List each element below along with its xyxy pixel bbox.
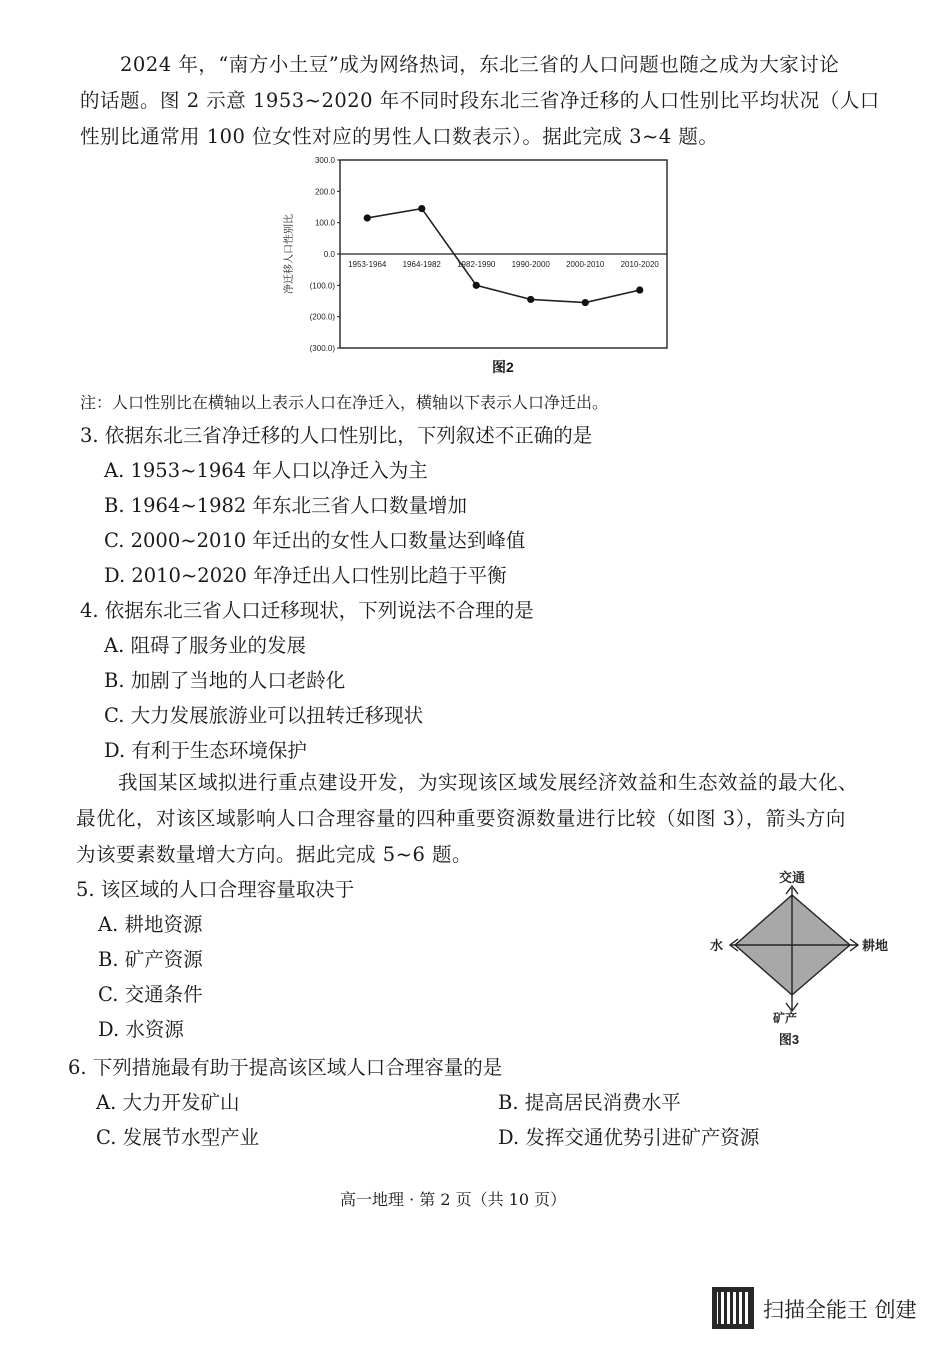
y-axis-label: 净迁移人口性别比 xyxy=(284,214,295,294)
y-tick-label: 100.0 xyxy=(314,218,335,228)
data-point xyxy=(364,214,371,221)
intro-line: 为该要素数量增大方向。据此完成 5~6 题。 xyxy=(76,843,473,866)
figure-3-diagram xyxy=(700,870,890,1060)
label-farmland: 耕地 xyxy=(862,939,889,954)
y-tick-label: (100.0) xyxy=(309,281,335,291)
option-c[interactable]: C. 2000~2010 年迁出的女性人口数量达到峰值 xyxy=(104,529,526,552)
option-d[interactable]: D. 2010~2020 年净迁出人口性别比趋于平衡 xyxy=(104,564,507,587)
label-mineral: 矿产 xyxy=(772,1011,798,1025)
data-point xyxy=(473,282,480,289)
data-point xyxy=(582,299,589,306)
qr-code-icon xyxy=(712,1287,754,1329)
x-category-label: 2000-2010 xyxy=(566,260,605,269)
data-point xyxy=(527,296,534,303)
intro-paragraph-1 xyxy=(80,47,880,155)
x-category-label: 1964-1982 xyxy=(402,260,441,269)
y-tick-label: (300.0) xyxy=(309,344,335,353)
scanner-watermark: 扫描全能王 创建 xyxy=(763,1298,917,1322)
question-stem: 6. 下列措施最有助于提高该区域人口合理容量的是 xyxy=(68,1056,503,1079)
label-transport: 交通 xyxy=(778,871,806,886)
x-category-label: 1982-1990 xyxy=(457,260,496,269)
option-b[interactable]: B. 矿产资源 xyxy=(98,948,203,971)
question-stem: 5. 该区域的人口合理容量取决于 xyxy=(76,878,355,901)
intro-line: 的话题。图 2 示意 1953~2020 年不同时段东北三省净迁移的人口性别比平均状况（人口 xyxy=(80,89,880,112)
question-4 xyxy=(80,593,880,768)
intro-line: 我国某区域拟进行重点建设开发，为实现该区域发展经济效益和生态效益的最大化、 xyxy=(118,771,859,794)
figure-3-caption: 图3 xyxy=(778,1032,800,1047)
data-point xyxy=(636,286,643,293)
y-tick-label: 0.0 xyxy=(323,250,335,259)
intro-line: 2024 年，“南方小土豆”成为网络热词，东北三省的人口问题也随之成为大家讨论 xyxy=(120,53,840,76)
option-d[interactable]: D. 有利于生态环境保护 xyxy=(104,739,307,762)
option-a[interactable]: A. 1953~1964 年人口以净迁入为主 xyxy=(104,459,428,482)
option-c[interactable]: C. 交通条件 xyxy=(98,983,203,1006)
option-c[interactable]: C. 发展节水型产业 xyxy=(96,1126,260,1149)
x-category-label: 1990-2000 xyxy=(511,260,550,269)
option-b[interactable]: B. 提高居民消费水平 xyxy=(498,1091,681,1114)
y-tick-label: 300.0 xyxy=(314,156,335,165)
figure-2-caption: 图2 xyxy=(492,359,514,375)
question-6 xyxy=(68,1050,888,1155)
figure-2-chart xyxy=(270,150,690,380)
intro-line: 最优化，对该区域影响人口合理容量的四种重要资源数量进行比较（如图 3），箭头方向 xyxy=(76,807,846,830)
option-a[interactable]: A. 阻碍了服务业的发展 xyxy=(104,634,306,657)
chart-note: 注：人口性别比在横轴以上表示人口在净迁入，横轴以下表示人口净迁出。 xyxy=(80,393,609,412)
y-tick-label: (200.0) xyxy=(309,312,335,322)
option-a[interactable]: A. 大力开发矿山 xyxy=(96,1091,240,1114)
x-category-label: 1953-1964 xyxy=(348,260,387,269)
option-d[interactable]: D. 发挥交通优势引进矿产资源 xyxy=(498,1126,760,1149)
question-stem: 4. 依据东北三省人口迁移现状，下列说法不合理的是 xyxy=(80,599,534,622)
question-3 xyxy=(80,418,880,593)
option-b[interactable]: B. 加剧了当地的人口老龄化 xyxy=(104,669,346,692)
option-a[interactable]: A. 耕地资源 xyxy=(98,913,203,936)
option-b[interactable]: B. 1964~1982 年东北三省人口数量增加 xyxy=(104,494,468,517)
label-water: 水 xyxy=(710,939,724,954)
option-d[interactable]: D. 水资源 xyxy=(98,1018,184,1041)
option-c[interactable]: C. 大力发展旅游业可以扭转迁移现状 xyxy=(104,704,424,727)
intro-paragraph-2 xyxy=(76,765,886,873)
y-tick-label: 200.0 xyxy=(314,187,335,197)
data-point xyxy=(418,205,425,212)
question-5 xyxy=(76,872,676,1047)
question-stem: 3. 依据东北三省净迁移的人口性别比，下列叙述不正确的是 xyxy=(80,424,593,447)
series-line xyxy=(367,209,640,303)
page-footer: 高一地理 · 第 2 页（共 10 页） xyxy=(340,1190,567,1209)
x-category-label: 2010-2020 xyxy=(620,260,659,269)
intro-line: 性别比通常用 100 位女性对应的男性人口数表示）。据此完成 3~4 题。 xyxy=(80,125,719,148)
